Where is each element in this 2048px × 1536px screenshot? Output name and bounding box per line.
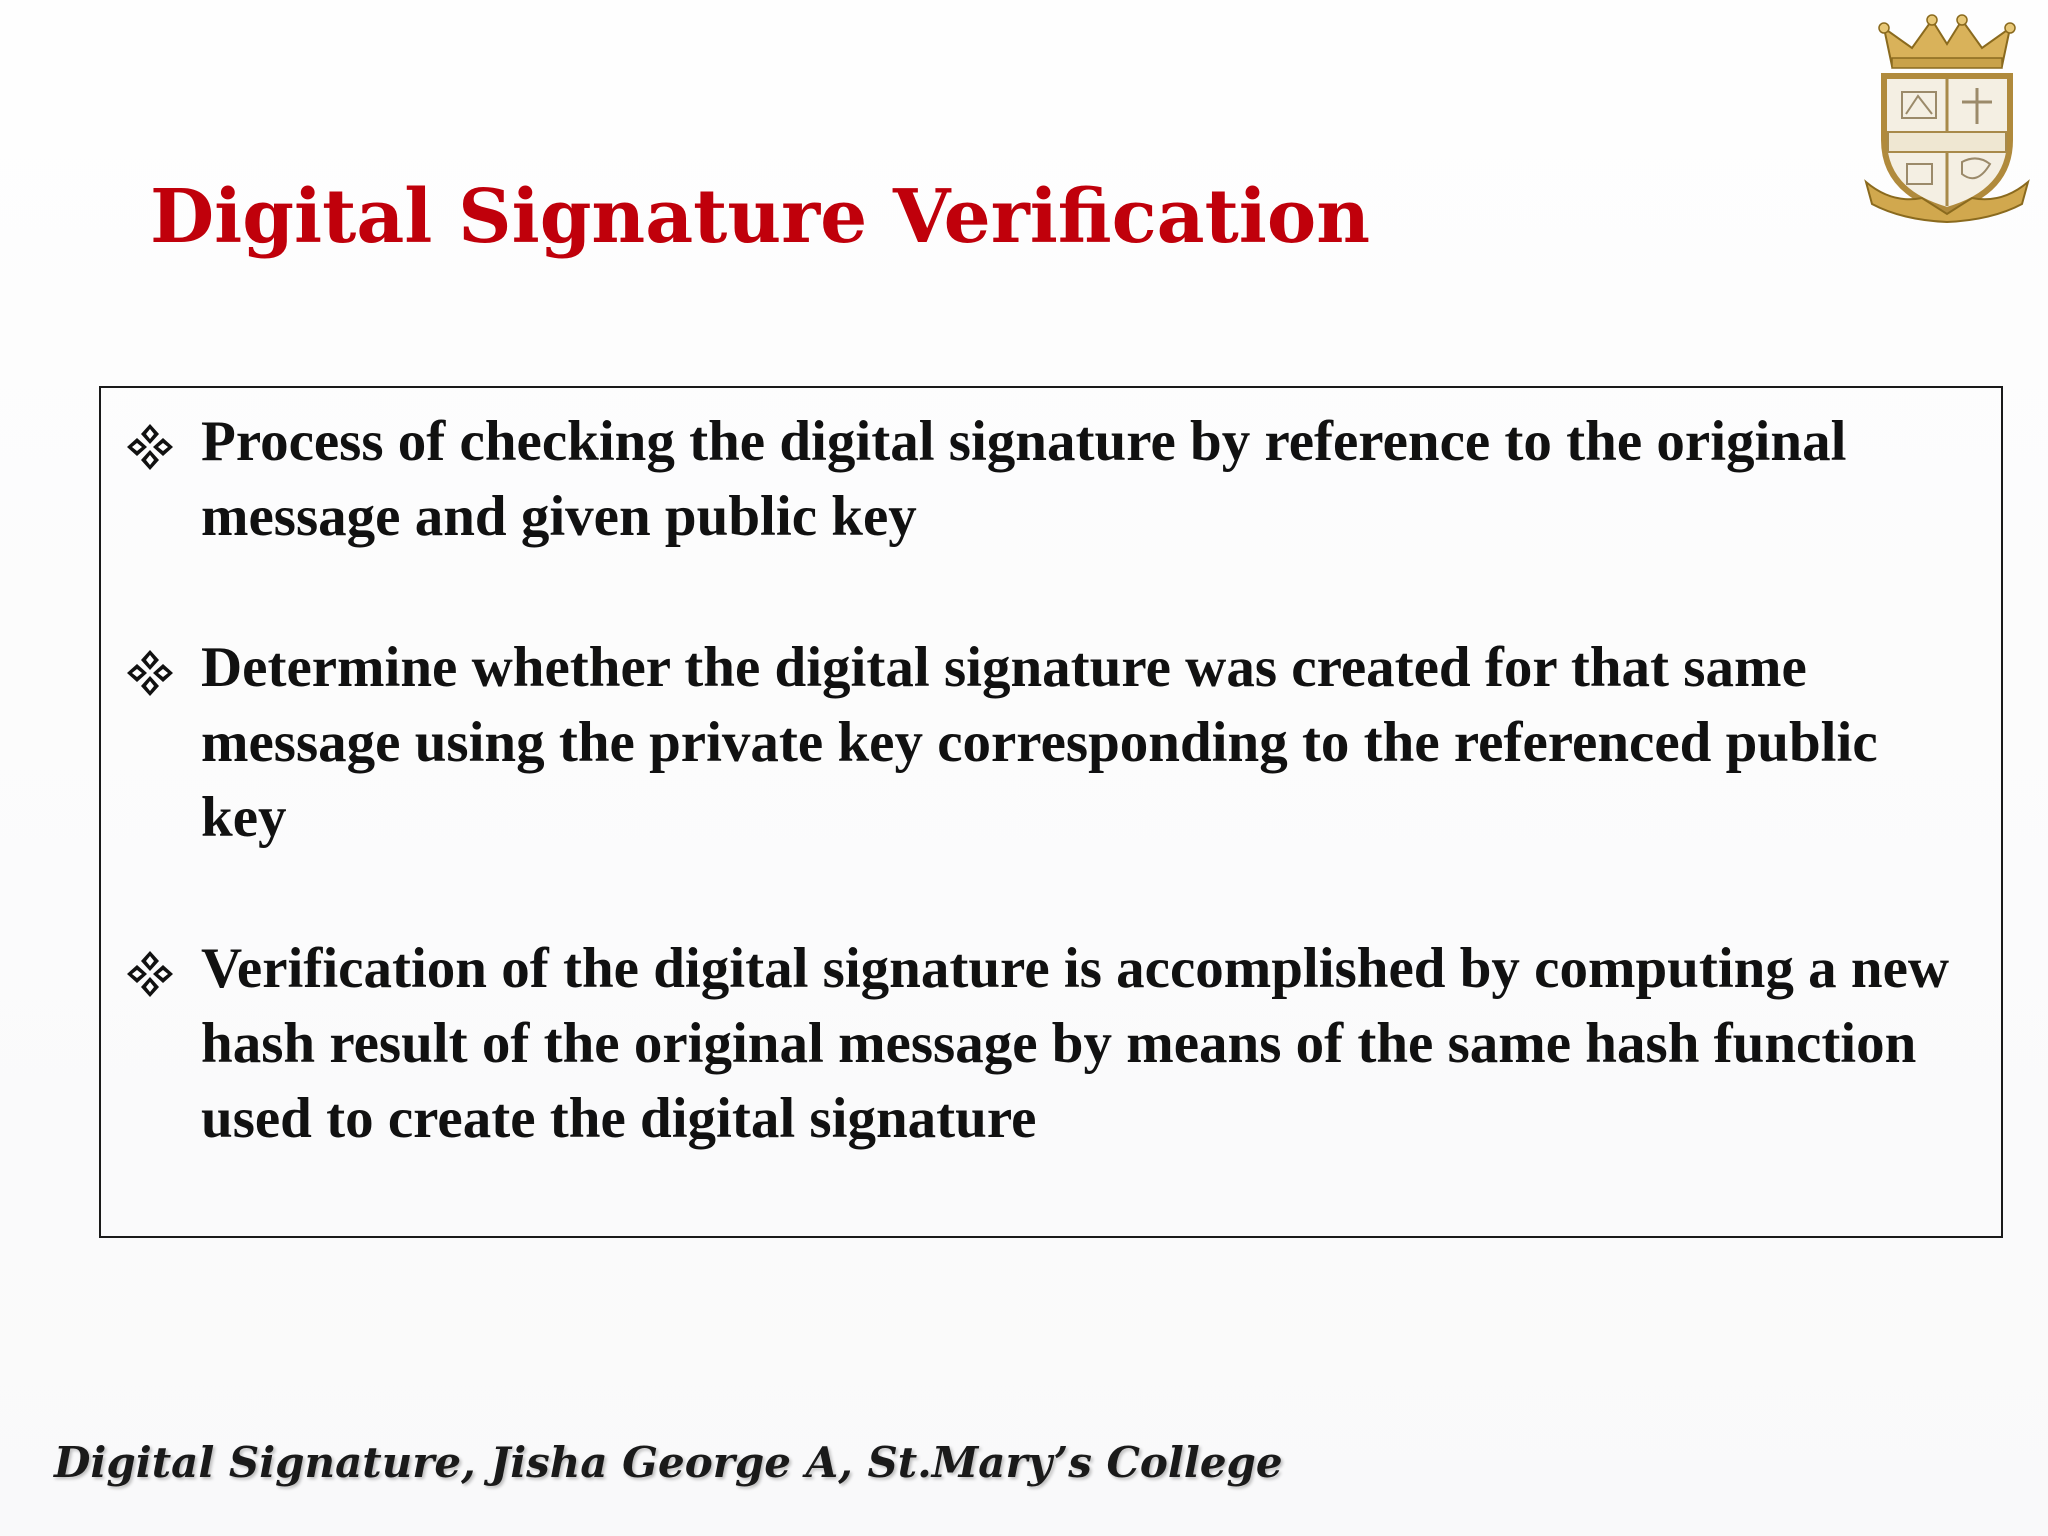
slide-title: Digital Signature Verification [150, 174, 1371, 260]
content-box [99, 386, 2003, 1238]
bullet-text: Verification of the digital signature is accomplished by computing a new hash result of the original message by means of the same hash function used to create the digital signature [201, 937, 1950, 1150]
four-diamond-bullet-icon [123, 646, 177, 700]
four-diamond-bullet-icon [123, 420, 177, 474]
bullet-item [123, 931, 1983, 1156]
bullet-text: Determine whether the digital signature was created for that same message using the private key corresponding to the referenced public key [201, 636, 1878, 849]
four-diamond-bullet-icon [123, 947, 177, 1001]
bullet-text: Process of checking the digital signature by reference to the original message and given public key [201, 410, 1847, 548]
bullet-item [123, 404, 1983, 554]
college-crest-icon [1862, 14, 2032, 224]
bullet-item [123, 630, 1983, 855]
slide-footer: Digital Signature, Jisha George A, St.Mary’s College [54, 1438, 1283, 1487]
